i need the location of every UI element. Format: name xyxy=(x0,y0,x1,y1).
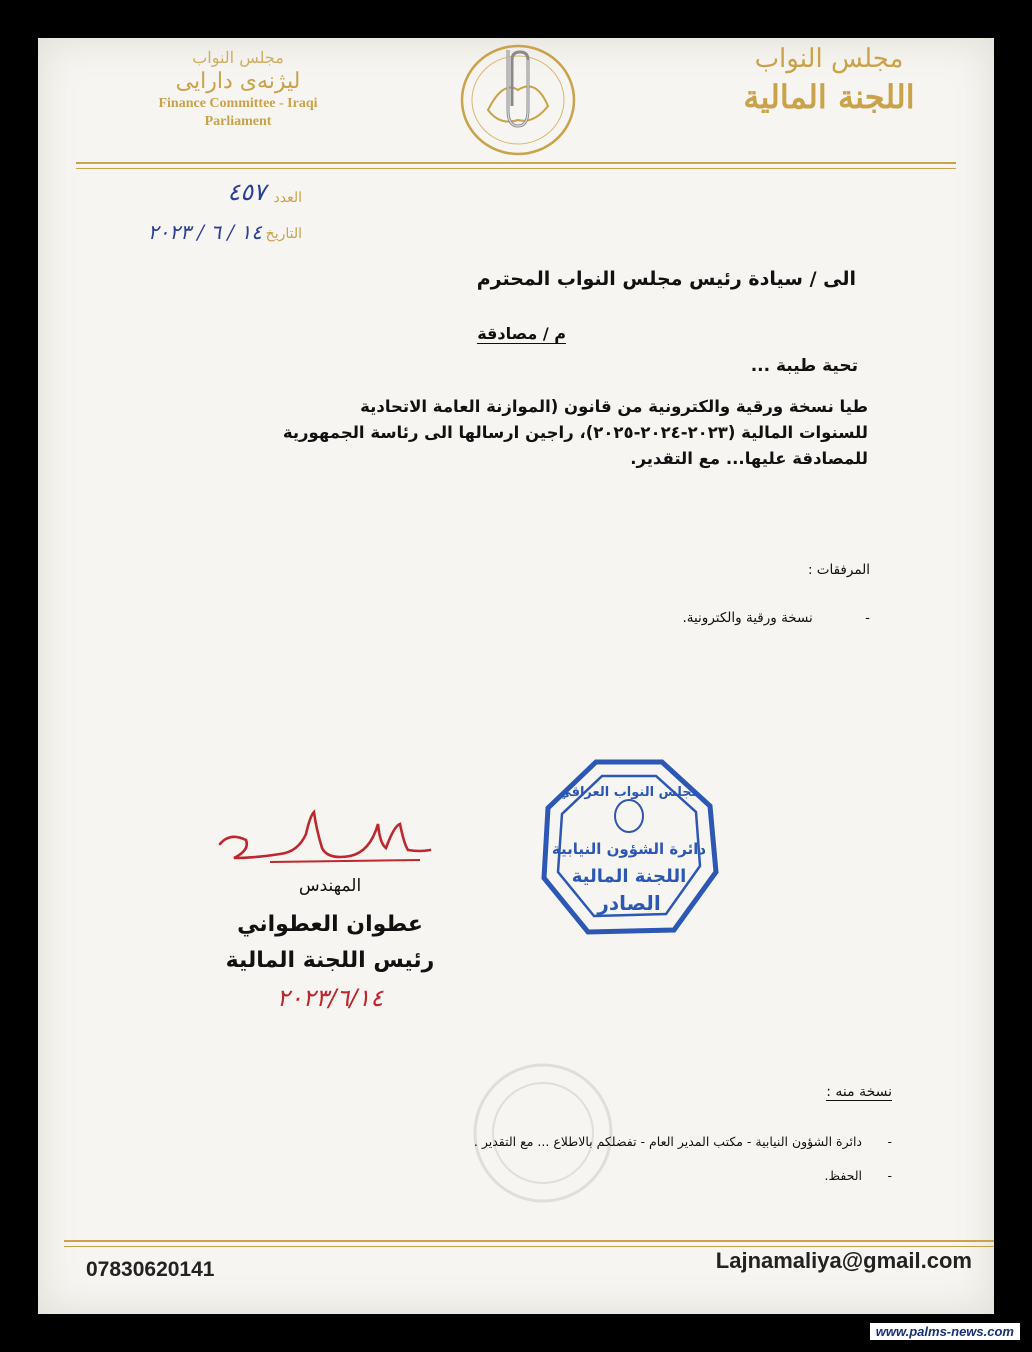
copy-item-text: الحفظ. xyxy=(824,1168,862,1183)
letterhead-left-english-1: Finance Committee - Iraqi xyxy=(158,96,318,111)
reference-number-label: العدد xyxy=(273,190,302,206)
paragraph-line-3: للمصادقة عليها... مع التقدير. xyxy=(630,449,868,468)
signatory-name: عطوان العطواني xyxy=(237,912,423,937)
handwritten-signature xyxy=(210,804,450,884)
letterhead-right-line1: مجلس النواب xyxy=(754,44,904,74)
letter-paragraph xyxy=(148,394,868,472)
letterhead-left-kurdish: لیژنه‌ی دارایی xyxy=(175,69,301,94)
official-stamp xyxy=(534,754,724,944)
footer-divider xyxy=(64,1240,994,1247)
letterhead-right xyxy=(714,44,944,116)
letterhead-left-arabic: مجلس النواب xyxy=(192,48,284,67)
document-page xyxy=(38,38,994,1314)
footer-phone: 07830620141 xyxy=(86,1258,215,1281)
letterhead-divider xyxy=(76,162,956,169)
signature-block xyxy=(210,804,450,1024)
reference-number-value: ٤٥٧ xyxy=(227,178,266,206)
footer-email: Lajnamaliya@gmail.com xyxy=(715,1248,972,1273)
subject-text: م / مصادقة xyxy=(477,324,566,343)
copies-label-text: نسخة منه : xyxy=(826,1084,892,1100)
signature-date: ٢٠٢٣/٦/١٤ xyxy=(276,984,384,1012)
stamp-line1: مجلس النواب العراقي xyxy=(558,785,700,800)
paragraph-line-2: للسنوات المالية (٢٠٢٣-٢٠٢٤-٢٠٢٥)، راجين ارسالها الى رئاسة الجمهورية xyxy=(282,423,868,442)
letterhead-left xyxy=(98,48,378,130)
attachment-item-text: نسخة ورقية والكترونية. xyxy=(682,610,813,626)
stamp-line2: دائرة الشؤون النيابية xyxy=(551,840,707,858)
attachments-label: المرفقات : xyxy=(807,562,870,578)
greeting: تحية طيبة ... xyxy=(750,356,858,376)
letterhead-left-english-2: Parliament xyxy=(204,114,272,129)
reference-block xyxy=(102,178,302,250)
addressee: الى / سيادة رئيس مجلس النواب المحترم xyxy=(476,268,856,290)
signatory-role: رئيس اللجنة المالية xyxy=(225,948,435,973)
reference-date-row xyxy=(102,214,302,250)
copy-item xyxy=(473,1134,892,1149)
copy-item-dash: - xyxy=(887,1134,892,1149)
stamp-line3: اللجنة المالية xyxy=(571,866,687,887)
subject xyxy=(477,324,566,343)
parliament-emblem-icon xyxy=(448,40,588,160)
faint-seal-icon xyxy=(468,1058,618,1208)
site-watermark: www.palms-news.com xyxy=(870,1323,1020,1340)
stamp-line4: الصادر xyxy=(597,891,661,915)
reference-date-label: التاريخ xyxy=(265,226,302,242)
letterhead-right-line2: اللجنة المالية xyxy=(743,78,915,116)
copy-item-text: دائرة الشؤون النيابية - مكتب المدير العام - تفضلكم بالاطلاع ... مع التقدير . xyxy=(473,1134,862,1149)
signatory-title: المهندس xyxy=(298,876,362,896)
copy-item-dash: - xyxy=(887,1168,892,1183)
reference-number-row xyxy=(102,178,302,214)
attachment-dash: - xyxy=(865,610,870,626)
attachment-item xyxy=(682,610,870,626)
copies-label xyxy=(826,1084,892,1100)
copy-item xyxy=(824,1168,892,1183)
paragraph-line-1: طيا نسخة ورقية والكترونية من قانون (الموازنة العامة الاتحادية xyxy=(360,397,868,416)
reference-date-value: ١٤ / ٦ / ٢٠٢٣ xyxy=(147,220,262,244)
